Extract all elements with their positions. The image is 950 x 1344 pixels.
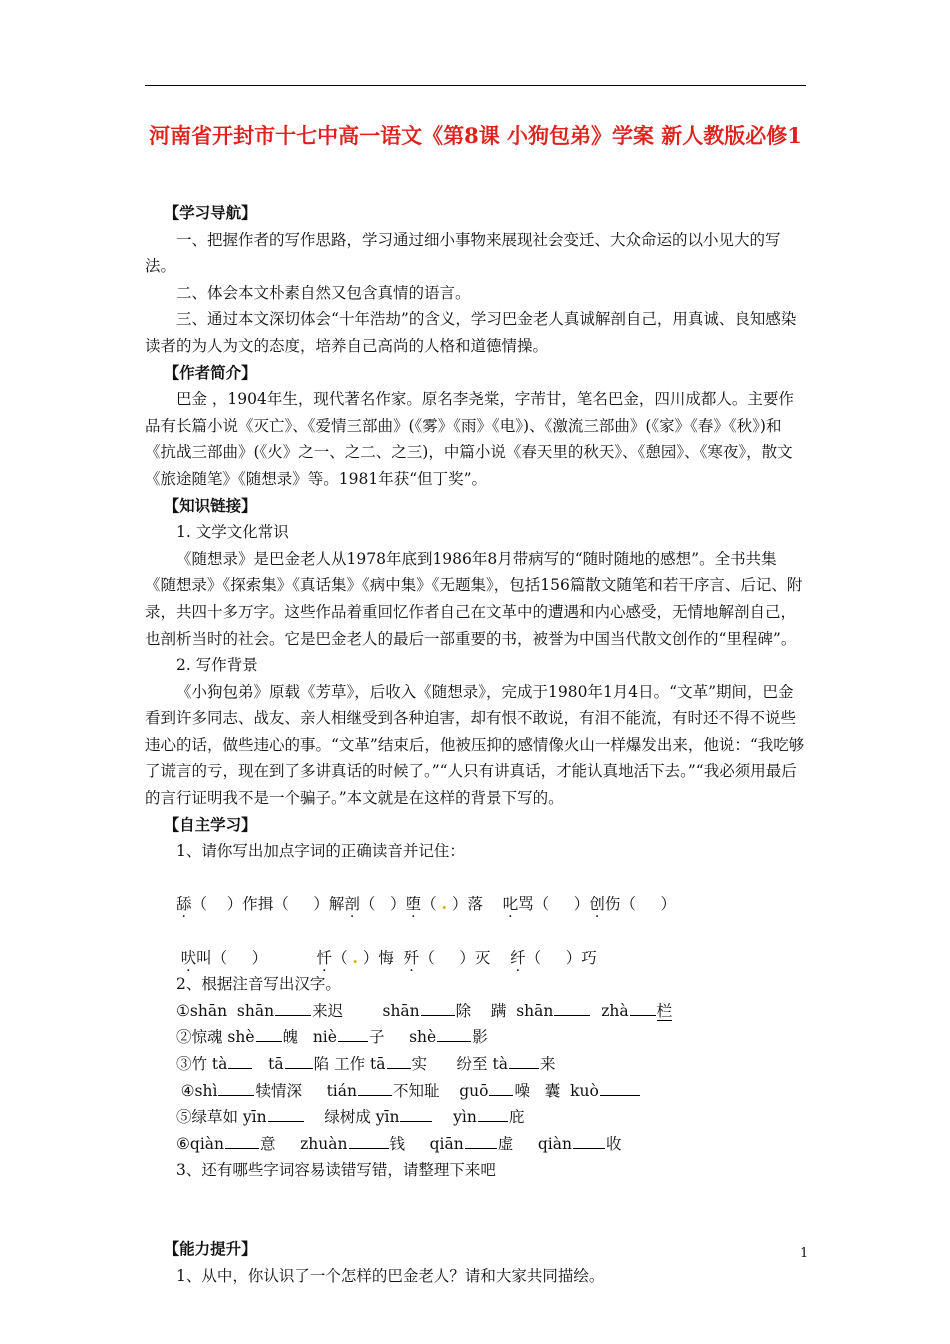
blank[interactable] — [465, 1131, 497, 1149]
reading-text: ）悔 — [357, 948, 404, 967]
pinyin-text: 噪 囊 kuò — [514, 1081, 599, 1100]
blank[interactable] — [228, 1051, 252, 1069]
pinyin-text: 意 zhuàn — [260, 1134, 348, 1153]
dotted-char: 歼 — [403, 948, 420, 967]
page-title: 河南省开封市十七中高一语文《第8课 小狗包弟》学案 新人教版必修1 — [149, 123, 802, 148]
reading-text: （ ）作揖（ ）解 — [191, 895, 345, 914]
reading-text: （ ） — [359, 895, 406, 914]
pinyin-text: 除 蹒 shān — [455, 1001, 554, 1020]
pinyin-row-6 — [145, 1131, 807, 1158]
dotted-char: 舔 — [176, 895, 192, 914]
dotted-char: 吠 — [180, 948, 197, 967]
reading-text: （ — [421, 895, 442, 914]
pinyin-text: 钱 qiān — [389, 1134, 464, 1153]
reading-row-2 — [145, 918, 807, 971]
author-heading: 【作者简介】 — [163, 362, 257, 382]
knowledge-heading: 【知识链接】 — [163, 495, 257, 515]
pinyin-row-2 — [145, 1024, 807, 1051]
page-number: 1 — [800, 1246, 809, 1261]
dotted-char: 堕 — [405, 895, 422, 914]
pinyin-text: 庇 — [508, 1108, 525, 1127]
dotted-char: 纤 — [510, 948, 526, 967]
pinyin-text: 来 — [539, 1055, 556, 1073]
ability-question-1: 1、从中，你认识了一个怎样的巴金老人？请和大家共同描绘。 — [176, 1266, 605, 1285]
reading-text: （ — [332, 948, 353, 967]
ability-heading: 【能力提升】 — [163, 1238, 257, 1258]
pinyin-text: 子 shè — [368, 1028, 437, 1047]
yellow-dot: . — [441, 894, 448, 914]
blank[interactable] — [338, 1024, 368, 1042]
pinyin-text: 不知耻 guō — [392, 1081, 489, 1100]
pinyin-text: ②惊魂 shè — [176, 1028, 255, 1047]
blank[interactable] — [437, 1024, 471, 1042]
nav-item-2: 二、体会本文朴素自然又包含真情的语言。 — [176, 283, 471, 302]
pinyin-row-3 — [145, 1051, 807, 1078]
header-rule — [145, 85, 806, 86]
blank[interactable] — [387, 1051, 411, 1069]
blank[interactable] — [256, 1024, 282, 1042]
pinyin-text: 影 — [472, 1028, 488, 1047]
blank[interactable] — [509, 1051, 539, 1069]
pinyin-text: 实 纷至 tà — [411, 1055, 508, 1073]
pinyin-row-1 — [145, 998, 807, 1025]
pinyin-text: 绿树成 yīn — [304, 1108, 400, 1127]
pinyin-text: 栏 — [656, 1001, 673, 1020]
pinyin-text: yìn — [433, 1108, 477, 1127]
blank[interactable] — [268, 1104, 304, 1122]
pinyin-text: 犊情深 tián — [255, 1081, 357, 1100]
pinyin-text: 来迟 shān — [312, 1001, 420, 1020]
knowledge-1-title: 1. 文学文化常识 — [176, 523, 289, 542]
question-2: 2、根据注音写出汉字。 — [176, 975, 341, 994]
pinyin-text: ④shì — [180, 1081, 218, 1100]
pinyin-text: 收 — [606, 1134, 622, 1153]
document-body — [145, 200, 807, 1289]
pinyin-text: 虚 qiàn — [497, 1134, 572, 1153]
nav-item-1: 一、把握作者的写作思路，学习通过细小事物来展现社会变迁、大众命运的以小见大的写法。 — [145, 230, 781, 276]
reading-row-1 — [145, 865, 807, 918]
knowledge-1-text: 《随想录》是巴金老人从1978年底到1986年8月带病写的“随时随地的感想”。全书共集《随想录》《探索集》《真话集》《病中集》《无题集》，包括156篇散文随笔和若干序言、后记、附录，共四十多万字。这些作品着重回忆作者自己在文革中的遭遇和内心感受，无情地解剖自己，也剖析当时的社会。它是巴金老人的最后一部重要的书，被誉为中国当代散文创作的“里程碑”。 — [145, 549, 803, 648]
dotted-char: 叱 — [502, 895, 519, 914]
blank[interactable] — [218, 1078, 254, 1096]
pinyin-text: ⑤绿草如 yīn — [176, 1108, 267, 1127]
blank[interactable] — [478, 1104, 508, 1122]
pinyin-text: 魄 niè — [282, 1028, 337, 1047]
pinyin-text: 陷 工作 tā — [313, 1055, 386, 1073]
yellow-dot: . — [352, 947, 358, 967]
blank[interactable] — [400, 1104, 432, 1122]
blank[interactable] — [421, 998, 455, 1016]
dotted-char: 创 — [589, 895, 605, 914]
blank[interactable] — [358, 1078, 392, 1096]
blank[interactable] — [573, 1131, 605, 1149]
blank[interactable] — [600, 1078, 640, 1096]
blank[interactable] — [349, 1131, 389, 1149]
dotted-char: 忏 — [316, 948, 333, 967]
reading-text: （ ）灭 — [419, 948, 511, 967]
pinyin-text: zhà — [591, 1001, 629, 1020]
pinyin-text: tā — [253, 1055, 284, 1073]
pinyin-text: ①shān shān — [176, 1001, 275, 1020]
blank[interactable] — [225, 1131, 259, 1149]
blank[interactable] — [630, 998, 656, 1016]
question-3: 3、还有哪些字词容易读错写错，请整理下来吧 — [176, 1161, 496, 1180]
blank[interactable] — [275, 998, 311, 1016]
spacer — [145, 1184, 807, 1236]
pinyin-row-4 — [145, 1078, 807, 1105]
knowledge-2-text: 《小狗包弟》原载《芳草》，后收入《随想录》，完成于1980年1月4日。“文革”期间，巴金看到许多同志、战友、亲人相继受到各种迫害，却有恨不敢说，有泪不能流，有时还不得不说些违心的话，做些违心的事。“文革”结束后，他被压抑的感情像火山一样爆发出来，他说：“我吃够了谎言的亏，现在到了多讲真话的时候了。”“人只有讲真话，才能认真地活下去。”“我必须用最后的言行证明我不是一个骗子。”本文就是在这样的背景下写的。 — [145, 682, 805, 808]
reading-text: 叫（ ） — [196, 948, 317, 967]
dotted-char: 剖 — [344, 895, 360, 914]
knowledge-2-title: 2. 写作背景 — [176, 656, 258, 675]
nav-heading: 【学习导航】 — [163, 203, 257, 222]
reading-text: 伤（ ） — [604, 895, 676, 914]
pinyin-row-5 — [145, 1104, 807, 1131]
pinyin-text: ③竹 tà — [176, 1055, 228, 1073]
reading-text: 骂（ ） — [518, 895, 590, 914]
pinyin-text: ⑥qiàn — [176, 1134, 224, 1153]
reading-text: ）落 — [447, 895, 503, 914]
question-1: 1、请你写出加点字词的正确读音并记住： — [176, 842, 465, 861]
blank[interactable] — [489, 1078, 513, 1096]
blank[interactable] — [285, 1051, 313, 1069]
reading-text: （ ）巧 — [525, 948, 597, 967]
nav-item-3: 三、通过本文深切体会“十年浩劫”的含义，学习巴金老人真诚解剖自己，用真诚、良知感染读者的为人为文的态度，培养自己高尚的人格和道德情操。 — [145, 310, 797, 355]
blank[interactable] — [554, 998, 590, 1016]
author-text: 巴金 ，1904年生，现代著名作家。原名李尧棠，字芾甘，笔名巴金，四川成都人。主要作品有长篇小说《灭亡》、《爱情三部曲》(《雾》《雨》《电》)、《激流三部曲》(《家》《春》《秋》)和《抗战三部曲》(《火》之一、之二、之三)，中篇小说《春天里的秋天》、《憩园》、《寒夜》，散文《旅途随笔》《随想录》等。1981年获“但丁奖”。 — [145, 390, 794, 488]
self-study-heading: 【自主学习】 — [163, 814, 257, 834]
